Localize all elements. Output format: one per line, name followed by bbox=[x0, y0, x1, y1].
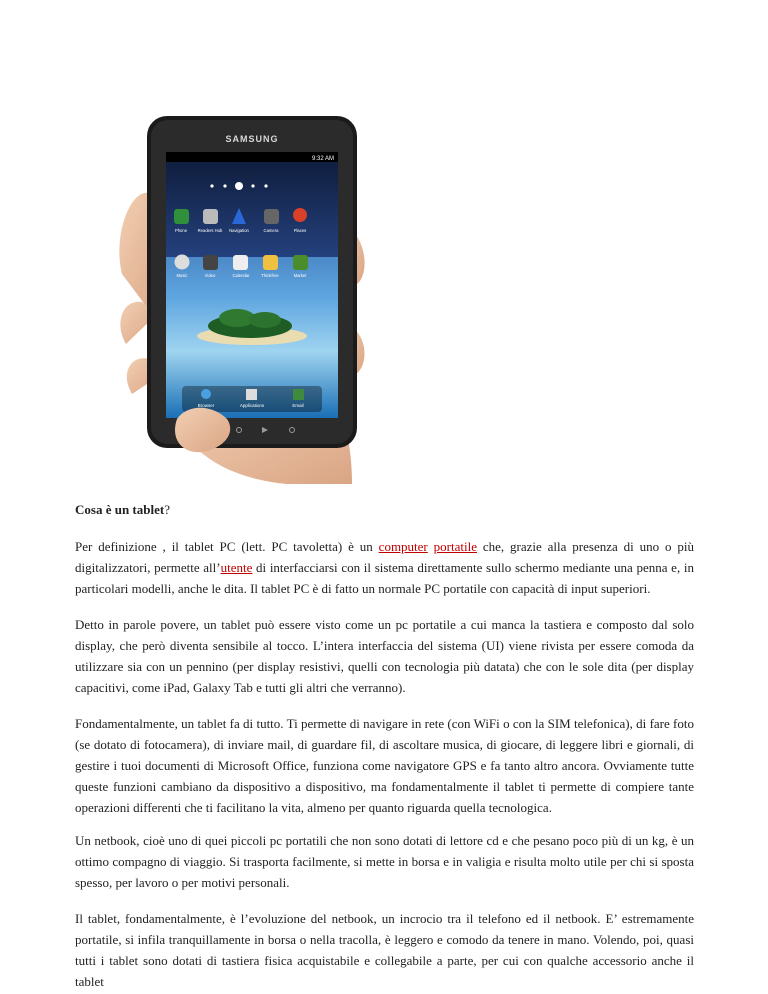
app-label: Thinkfree bbox=[261, 273, 279, 278]
heading-suffix: ? bbox=[164, 502, 170, 517]
paragraph-2: Detto in parole povere, un tablet può essere visto come un pc portatile a cui manca la tastiera e composto dal solo display, che però diventa sensibile al tocco. L’intera interfaccia del sistema (UI) viene rivista per essere comoda da utilizzare sia con un pennino (per display resistivi, quelli con tecnologia più datata) che con le sole dita (per display capacitivi, come iPad, Galaxy Tab e tutti gli altri che verranno). bbox=[75, 617, 694, 695]
app-label: Readers Hub bbox=[197, 228, 223, 233]
status-time: 9:32 AM bbox=[311, 156, 334, 162]
tablet-photo bbox=[112, 74, 397, 484]
paragraph-1 bbox=[75, 536, 694, 599]
paragraph-4: Un netbook, cioè uno di quei piccoli pc portatili che non sono dotati di lettore cd e che pesano poco più di un kg, è un ottimo compagno di viaggio. Si trasporta facilmente, si mette in borsa e in valigia e risulta molto utile per chi si sposta spesso, per lavoro o per motivi personali. bbox=[75, 833, 694, 890]
brand-label: SAMSUNG bbox=[225, 134, 279, 144]
heading-text: Cosa è un tablet bbox=[75, 502, 165, 517]
dock-label: Browser bbox=[197, 403, 215, 408]
paragraph-3: Fondamentalmente, un tablet fa di tutto. Ti permette di navigare in rete (con WiFi o con la SIM telefonica), di fare foto (se dotato di fotocamera), di inviare mail, di guardare fil, di ascoltare musica, di giocare, di leggere libri e giornali, di gestire i tuoi documenti di Microsoft Office, funziona come navigatore GPS e fa tanto altro ancora. Ovviamente tutte queste funzioni cambiano da dispositivo a dispositivo, ma fondamentalmente il tablet ti permette di compiere tante operazioni differenti che ti facilitano la vita, almeno per quanto riguarda quella tecnologica. bbox=[75, 716, 694, 815]
app-label: Market bbox=[293, 273, 307, 278]
text-run: Per definizione , il tablet PC (lett. PC tavoletta) è un bbox=[75, 539, 379, 554]
dock-label: Applications bbox=[239, 403, 265, 408]
link-computer[interactable]: computer bbox=[378, 539, 428, 554]
app-label: Navigation bbox=[229, 228, 249, 233]
dock-label: Email bbox=[292, 403, 304, 408]
link-portatile[interactable]: portatile bbox=[433, 539, 477, 554]
text-run: di interfacciarsi con il sistema direttamente sullo schermo mediante una penna e, in particolari modelli, anche le dita. Il tablet PC è di fatto un normale PC portatile con capacità di input superiori. bbox=[75, 560, 694, 596]
app-label: Phone bbox=[174, 228, 188, 233]
text-run: che, grazie alla presenza di uno o più digitalizzatori, permette all’ bbox=[75, 539, 695, 575]
app-label: Music bbox=[176, 273, 188, 278]
section-heading bbox=[75, 502, 170, 518]
link-utente[interactable]: utente bbox=[220, 560, 253, 575]
app-label: Camera bbox=[263, 228, 279, 233]
app-label: Video bbox=[204, 273, 216, 278]
paragraph-5: Il tablet, fondamentalmente, è l’evoluzione del netbook, un incrocio tra il telefono ed il netbook. E’ estremamente portatile, si infila tranquillamente in borsa o nella tracolla, è leggero e comodo da tenere in mano. Volendo, poi, quasi tutti i tablet sono dotati di tastiera fisica acquistabile e collegabile a parte, per cui con qualche accessorio anche il tablet bbox=[75, 911, 694, 989]
app-label: Calendar bbox=[232, 273, 250, 278]
app-label: Places bbox=[293, 228, 307, 233]
